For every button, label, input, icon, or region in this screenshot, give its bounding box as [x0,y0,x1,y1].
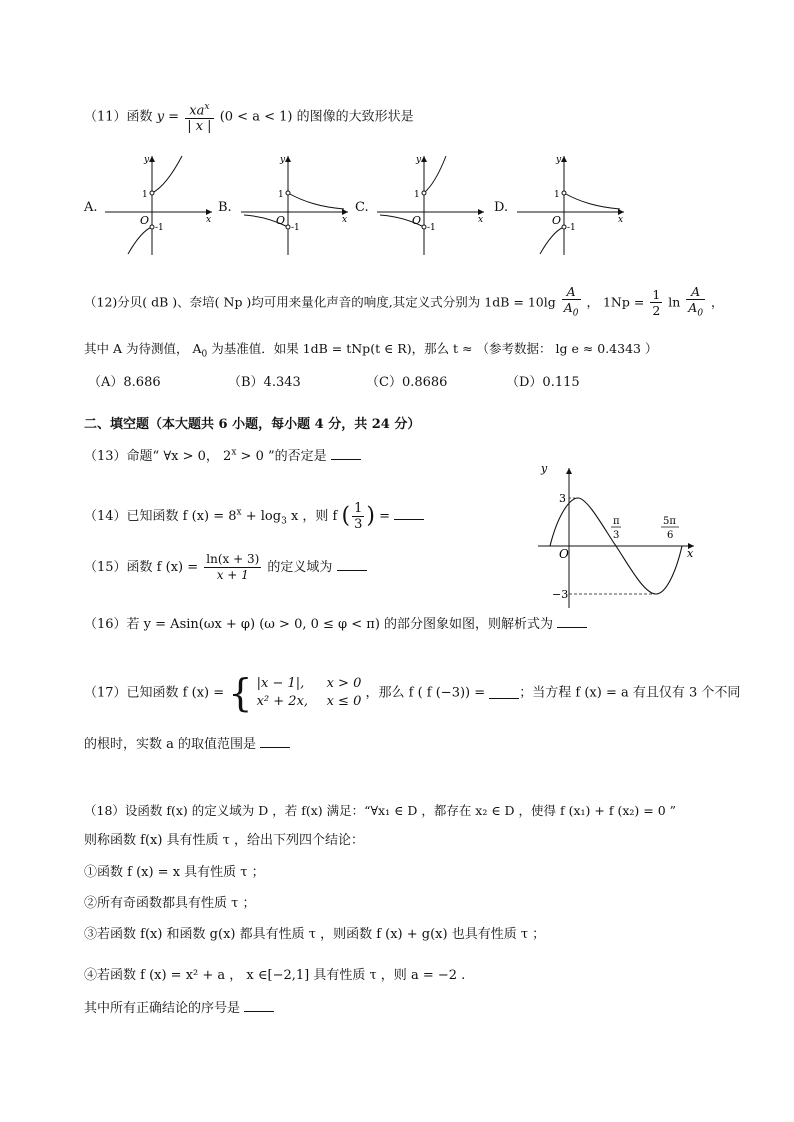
q14-text: （14）已知函数 f (x) = 8 [84,509,237,524]
q11-d-one: 1 [554,190,560,200]
q11-prefix: （11）函数 [84,109,153,125]
q15 [84,552,367,583]
q11-c-x: x [478,215,484,225]
q12-def2: 1Np = [602,294,645,310]
q11-d-origin: O [552,214,562,227]
q14-text3: x ，则 f [286,509,338,524]
q12-end: ， [711,294,724,310]
q17-text3: ；当方程 f (x) = a 有且仅有 3 个不同 [519,685,741,701]
q11-a-x: x [206,215,212,225]
q17-text2: ，那么 f ( f (−3)) = [365,685,490,701]
q18-line1: （18）设函数 f(x) 的定义域为 D ，若 f(x) 满足：“∀x₁ ∈ D ，都存在 x₂ ∈ D ，使得 f (x₁) + f (x₂) = 0 ” [84,803,677,818]
q11-b-minus-one: -1 [291,223,300,233]
q11-d-x: x [618,215,624,225]
q12-half-num: 1 [652,287,661,303]
q16-three: 3 [559,492,566,505]
q12-frac1 [562,284,581,322]
q11-c-origin: O [412,214,422,227]
q11-graph-a [100,150,220,260]
q12-frac1-num: A [562,284,581,300]
q12-choice-c: （C）0.8686 [366,375,448,390]
q11-option-b-letter: B. [218,200,232,215]
q17-case2-cond: x ≤ 0 [326,694,362,709]
q11-a-one: 1 [142,190,148,200]
q16-neg-three: −3 [552,588,569,601]
q17-brace: { [228,671,253,715]
q12-intro: （12)分贝( dB )、奈培( Np )均可用来量化声音的响度,其定义式分别为 [84,294,481,310]
q14-text2: + log [241,509,282,524]
q11-fraction [185,100,213,134]
q14-num: 1 [354,501,363,516]
q12-frac2-den: $A_0$ [688,300,704,319]
q11-stem [84,100,414,134]
q16-text: （16）若 y = Asin(ωx + φ) (ω > 0, 0 ≤ φ < π) 的部分图象如图，则解析式为 [84,617,554,632]
q14-lparen: ( [341,503,351,529]
q12-comma: ， [586,294,599,310]
q16-origin: O [559,547,569,561]
q18-line2: 则称函数 f(x) 具有性质 τ ，给出下列四个结论： [84,833,365,848]
q14-text4: = [379,509,395,524]
q17-text: （17）已知函数 f (x) = [84,685,225,701]
q17-blank1 [489,687,519,699]
q18-item2: ②所有奇函数都具有性质 τ ； [84,896,256,911]
q18-item4: ④若函数 f (x) = x² + a ， x ∈[−2,1] 具有性质 τ ，则 a = −2 . [84,968,466,983]
q16-pi3-den: 3 [613,530,620,541]
q17-line2-text: 的根时，实数 a 的取值范围是 [84,737,257,752]
q12-frac2 [686,284,705,322]
q11-graph-d [512,150,632,260]
q11-b-origin: O [276,214,286,227]
q14 [84,501,424,532]
q17 [84,671,741,715]
q11-a-origin: O [140,214,150,227]
q11-graph-b [236,150,356,260]
q16-5pi6-den: 6 [667,530,674,541]
q11-option-a-letter: A. [84,200,98,215]
q15-text: （15）函数 f (x) = [84,560,199,575]
q12-line2 [84,343,657,360]
q14-frac [352,501,364,532]
q12-choice-d: （D）0.115 [506,375,580,390]
q18-blank [244,1000,274,1012]
q15-blank [337,559,367,571]
q13-blank [331,448,361,460]
q11-c-y: y [416,155,422,165]
q18-item3: ③若函数 f(x) 和函数 g(x) 都具有性质 τ ，则函数 f (x) + g(x) 也具有性质 τ ； [84,927,546,942]
q12-ln: ln [668,294,681,310]
q11-cond: (0 < a < 1) [219,109,293,125]
q11-a-minus-one: -1 [155,223,164,233]
q13 [84,448,361,463]
q17-case1-expr: |x − 1|, [256,676,305,691]
q14-den: 3 [354,517,363,532]
q17-blank2 [260,736,290,748]
q14-sub: 3 [281,516,287,527]
q11-frac-num: $xa^x$ [185,100,213,119]
q17-case1-cond: x > 0 [326,676,362,691]
q12-frac1-den: $A_0$ [563,300,579,319]
q18-final [84,1000,274,1015]
q12-choice-a: （A）8.686 [88,375,161,390]
q15-den: x + 1 [216,568,249,582]
q12-half [650,287,662,318]
section2-heading: 二、填空题（本大题共 6 小题，每小题 4 分，共 24 分） [84,417,421,432]
q11-option-c-letter: C. [355,200,369,215]
q11-graph-c [372,150,492,260]
q15-text2: 的定义域为 [267,560,333,575]
q12-half-den: 2 [652,303,661,319]
q11-b-one: 1 [278,190,284,200]
q16-y-label: y [541,462,548,475]
q14-sup: x [236,507,242,518]
q17-case2-expr: x² + 2x, [256,694,309,709]
q11-c-one: 1 [414,190,420,200]
q16-blank [557,616,587,628]
q16 [84,616,587,631]
q14-blank [394,508,424,520]
q11-a-y: y [144,155,150,165]
q18-final-text: 其中所有正确结论的序号是 [84,1001,241,1016]
q16-pi3-num: π [613,516,620,527]
q11-b-x: x [342,215,348,225]
q11-frac-den: | x | [187,119,212,135]
q12-line2-b: 为基准值．如果 1dB = tNp(t ∈ R)，那么 t ≈ （参考数据： lg e ≈ 0.4343 ） [207,341,658,356]
q15-frac [204,552,261,583]
q11-b-y: y [280,155,286,165]
q12-def1: 1dB = 10lg [484,294,556,310]
q13-sup: x [231,447,237,458]
q16-graph [536,462,702,612]
q15-num: ln(x + 3) [206,552,260,566]
q12-choice-b: （B）4.343 [228,375,301,390]
q18-item1: ①函数 f (x) = x 具有性质 τ ； [84,865,265,880]
q11-suffix: 的图像的大致形状是 [296,109,414,125]
q13-text: （13）命题“ ∀x > 0， 2 [84,449,232,464]
q12-choices [88,376,580,389]
q12-frac2-num: A [686,284,705,300]
q11-d-y: y [556,155,562,165]
q12-line1 [84,284,724,322]
q12-line2-a: 其中 A 为待测值， A [84,341,202,356]
q11-d-minus-one: -1 [567,223,576,233]
q14-rparen: ) [366,503,375,529]
q13-text2: > 0 ”的否定是 [236,449,327,464]
q11-c-minus-one: -1 [427,223,436,233]
q11-func-y: y = [156,109,180,125]
q17-cases [257,675,362,711]
q16-5pi6-num: 5π [663,516,676,527]
q11-option-d-letter: D. [494,200,509,215]
q17-line2 [84,736,290,751]
q12-line2-sub: 0 [201,349,208,360]
q16-x-label: x [687,547,694,560]
